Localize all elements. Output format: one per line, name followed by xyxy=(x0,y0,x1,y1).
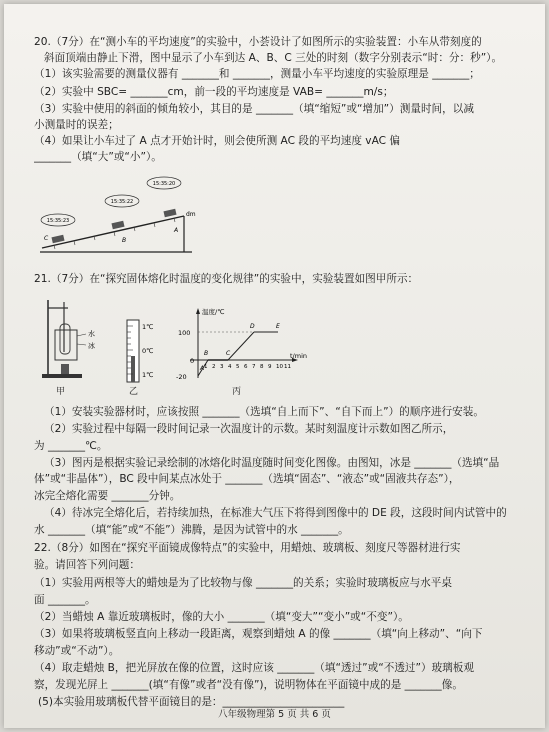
cart-b xyxy=(111,221,124,230)
q20-line-1: 20.（7分）在“测小车的平均速度”的实验中，小荟设计了如图所示的实验装置：小车从带刻度的 xyxy=(34,36,482,48)
graph-x-tick-9: 9 xyxy=(268,364,272,370)
q21-line-2: （1）安装实验器材时，应该按照 _______（选填“自上而下”、“自下而上”）的顺序进行安装。 xyxy=(44,406,484,418)
q21-line-7: 冰完全熔化需要 _______分钟。 xyxy=(34,490,181,502)
graph-point-a: A xyxy=(200,365,205,372)
q21-line-3: （2）实验过程中每隔一段时间记录一次温度计的示数。某时刻温度计示数如图乙所示， xyxy=(44,423,454,435)
q22-line-3: （1）实验用两根等大的蜡烛是为了比较物与像 _______的关系；实验时玻璃板应与水平桌 xyxy=(34,577,452,589)
q21-line-9: 水 _______（填“能”或“不能”）沸腾，是因为试管中的水 _______。 xyxy=(34,524,349,536)
graph-y-0: 0 xyxy=(190,357,195,365)
graph-segment-cd xyxy=(228,332,254,360)
graph-x-tick-11: 11 xyxy=(284,364,291,370)
graph-point-d: D xyxy=(250,323,255,330)
graph-x-tick-10: 10 xyxy=(276,364,283,370)
graph-x-tick-3: 3 xyxy=(220,364,224,370)
q22-line-9: 察，发现光屏上 _______(填“有像”或者“没有像”)，说明物体在平面镜中成的是 _______像。 xyxy=(34,679,463,691)
thermometer-figure xyxy=(118,318,176,384)
graph-x-tick-5: 5 xyxy=(236,364,240,370)
apparatus-lamp xyxy=(61,364,69,374)
q21-line-6: 体”或“非晶体”），BC 段中间某点冰处于 _______（选填“固态”、“液态”或“固液共存态”）， xyxy=(34,473,460,485)
ice-label: 冰 xyxy=(88,342,95,350)
page-footer: 八年级物理第 5 页 共 6 页 xyxy=(218,709,331,720)
exam-page xyxy=(4,4,545,728)
graph-x-tick-labels xyxy=(204,364,291,370)
incline-figure xyxy=(34,170,204,256)
graph-x-tick-8: 8 xyxy=(260,364,264,370)
clock-a-time: 15:35:20 xyxy=(152,181,176,187)
caption-yi: 乙 xyxy=(129,387,139,397)
graph-point-c: C xyxy=(226,350,231,357)
q22-line-7: 移动”或“不动”）。 xyxy=(34,645,120,657)
apparatus-beaker xyxy=(55,330,77,360)
q20-line-2: 斜面顶端由静止下滑，图中显示了小车到达 A、B、C 三处的时刻（数字分别表示“时：分：秒”）。 xyxy=(44,52,503,64)
cart-c xyxy=(51,235,64,244)
therm-label-top: 1℃ xyxy=(142,323,154,331)
q21-line-8: （4）待冰完全熔化后，若持续加热，在标准大气压下将得到图像中的 DE 段，这段时间内试管中的 xyxy=(44,507,507,519)
q22-line-5: （2）当蜡烛 A 靠近玻璃板时，像的大小 _______（填“变大”“变小”或“不变”）。 xyxy=(34,611,409,623)
graph-x-tick-6: 6 xyxy=(244,364,248,370)
graph-x-tick-1: 1 xyxy=(204,364,208,370)
q21-line-5: （3）图丙是根据实验记录绘制的冰熔化时温度随时间变化图像。由图知，冰是 _______（选填“晶 xyxy=(44,457,500,469)
q21-line-4: 为 _______℃。 xyxy=(34,440,108,452)
q20-line-4: （2）实验中 SBC= _______cm，前一段的平均速度是 VAB= _______m/s； xyxy=(34,86,394,98)
incline-unit: dm xyxy=(186,211,196,218)
graph-x-tick-4: 4 xyxy=(228,364,232,370)
q22-line-10: (5)本实验用玻璃板代替平面镜目的是：_______________________ xyxy=(38,696,345,708)
apparatus-test-tube xyxy=(60,324,70,354)
clock-c-time: 15:35:23 xyxy=(46,218,70,224)
graph-point-b: B xyxy=(204,350,209,357)
caption-bing: 丙 xyxy=(232,387,242,397)
graph-xlabel: t/min xyxy=(290,352,307,360)
caption-jia: 甲 xyxy=(56,387,66,397)
q20-line-7: （4）如果让小车过了 A 点才开始计时，则会使所测 AC 段的平均速度 vAC 偏 xyxy=(34,135,400,147)
q20-line-5: （3）实验中使用的斜面的倾角较小，其目的是 _______（填“缩短”或“增加”）测量时间，以减 xyxy=(34,103,474,115)
graph-y-neg20: -20 xyxy=(176,373,187,381)
therm-label-mid: 0℃ xyxy=(142,347,154,355)
q20-line-6: 小测量时的误差； xyxy=(34,119,119,131)
point-b-label: B xyxy=(122,237,127,244)
q22-line-8: （4）取走蜡烛 B，把光屏放在像的位置，这时应该 _______（填“透过”或“不透过”）玻璃板观 xyxy=(34,662,474,674)
q20-line-8: _______（填“大”或“小”）。 xyxy=(34,151,162,163)
apparatus-figure xyxy=(38,294,106,380)
q21-line-1: 21.（7分）在“探究固体熔化时温度的变化规律”的实验中，实验装置如图甲所示： xyxy=(34,273,419,285)
cart-a xyxy=(163,209,176,218)
q22-line-1: 22.（8分）如图在“探究平面镜成像特点”的实验中，用蜡烛、玻璃板、刻度尺等器材进行实 xyxy=(34,542,461,554)
clock-b-time: 15:35:22 xyxy=(110,199,134,205)
graph-ylabel: 温度/℃ xyxy=(202,308,225,316)
water-label: 水 xyxy=(88,330,95,338)
graph-y-100: 100 xyxy=(178,329,191,337)
q20-line-3: （1）该实验需要的测量仪器有 _______和 _______，测量小车平均速度的实验原理是 _______； xyxy=(34,68,480,80)
thermometer-liquid xyxy=(131,356,135,382)
graph-x-tick-7: 7 xyxy=(252,364,256,370)
graph-point-e: E xyxy=(276,323,280,330)
point-a-label: A xyxy=(174,227,179,234)
water-pointer xyxy=(77,334,86,336)
graph-y-arrow xyxy=(196,308,200,314)
q22-line-4: 面 _______。 xyxy=(34,594,96,606)
therm-label-bot: 1℃ xyxy=(142,371,154,379)
q22-line-2: 验。请回答下列问题： xyxy=(34,559,140,571)
point-c-label: C xyxy=(44,235,49,242)
q22-line-6: （3）如果将玻璃板竖直向上移动一段距离，观察到蜡烛 A 的像 _______（填“向上移动”、“向下 xyxy=(34,628,483,640)
apparatus-base xyxy=(42,374,82,378)
ice-pointer xyxy=(77,344,86,345)
melting-graph xyxy=(170,304,320,384)
graph-x-tick-2: 2 xyxy=(212,364,216,370)
